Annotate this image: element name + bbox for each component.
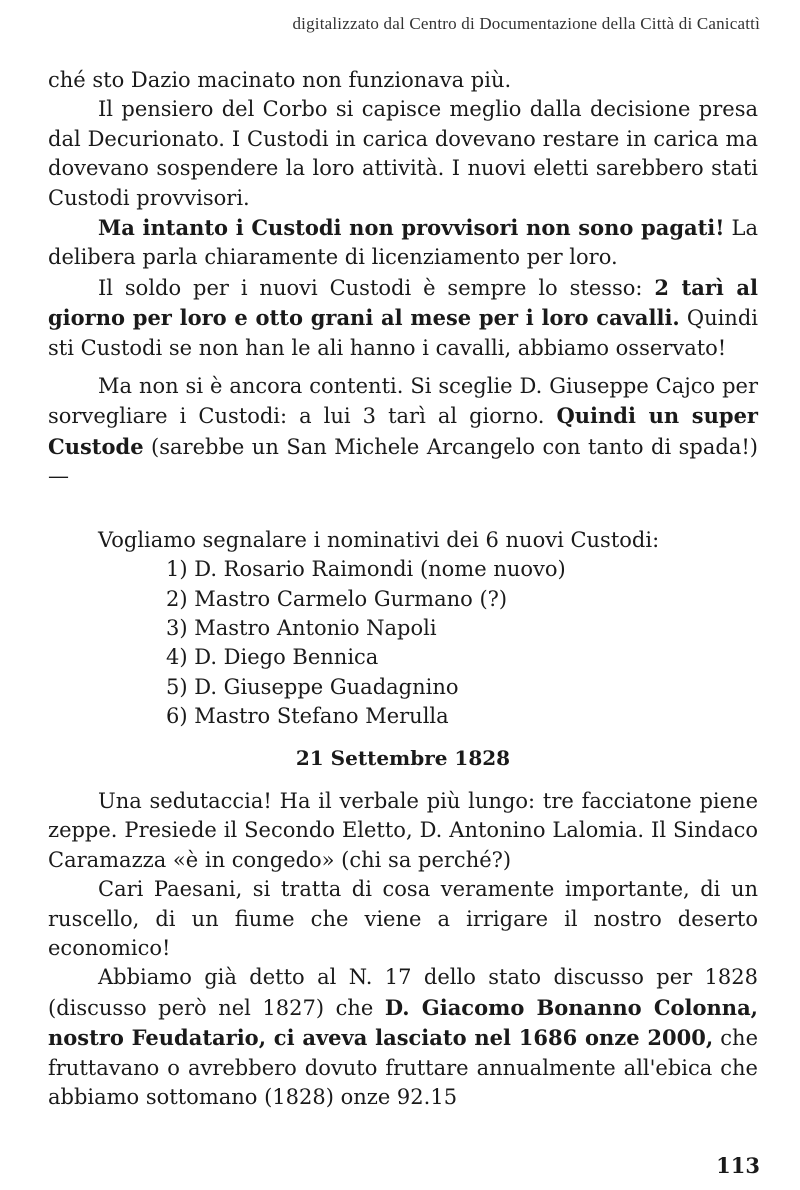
list-item: 3) Mastro Antonio Napoli [166,615,437,640]
paragraph-text: (sarebbe un San Michele Arcangelo con tanto di spada!) — [48,434,758,489]
bold-text: Quindi un super Custode [48,403,758,459]
paragraph: Una sedutaccia! Ha il verbale più lungo: tre facciatone piene zeppe. Presiede il Secondo Eletto, D. Antonino Lalomia. Il Sindaco Caramazza «è in congedo» (chi sa perché?) [48,788,758,872]
bold-text: D. Giacomo Bonanno Colonna, nostro Feudatario, ci aveva lasciato nel 1686 onze 2000, [48,994,758,1051]
list-item: 6) Mastro Stefano Merulla [166,704,449,729]
list-item: 5) D. Giuseppe Guadagnino [166,674,459,699]
page-body [48,66,758,1112]
paragraph [48,963,758,1112]
list-intro: Vogliamo segnalare i nominativi dei 6 nuovi Custodi: [98,527,660,552]
section-heading: 21 Settembre 1828 [295,745,511,770]
page-number: 113 [716,1153,760,1178]
paragraph: Cari Paesani, si tratta di cosa veramente importante, di un ruscello, di un fiume che viene a irrigare il nostro deserto economico! [48,877,758,960]
paragraph-text: che fruttavano o avrebbero dovuto fruttare annualmente all'ebica che abbiamo sottomano (1828) onze 92.15 [48,1026,758,1109]
paragraph-text: Ma non si è ancora contenti. Si sceglie D. Giuseppe Cajco per sorvegliare i Custodi: a lui 3 tarì al giorno. [48,374,758,429]
list-item: 2) Mastro Carmelo Gurmano (?) [166,586,508,611]
digitization-watermark: digitalizzato dal Centro di Documentazione della Città di Canicattì [292,14,760,33]
paragraph-text: Abbiamo già detto al N. 17 dello stato discusso per 1828 (discusso però nel 1827) che [48,965,758,1020]
list-item: 1) D. Rosario Raimondi (nome nuovo) [166,557,566,582]
paragraph-text: Quindi sti Custodi se non han le ali hanno i cavalli, abbiamo osservato! [48,306,758,360]
list-item: 4) D. Diego Bennica [166,645,379,670]
paragraph-text: La delibera parla chiaramente di licenziamento per loro. [48,216,758,270]
paragraph [48,372,758,492]
paragraph: ché sto Dazio macinato non funzionava più. [48,68,512,92]
bold-text: Ma intanto i Custodi non provvisori non sono pagati! [98,215,725,241]
paragraph [48,273,758,363]
paragraph: Il pensiero del Corbo si capisce meglio dalla decisione presa dal Decurionato. I Custodi in carica dovevano restare in carica ma dovevano sospendere la loro attività. I nuovi eletti sarebbero stati Custodi provvisori. [48,97,758,210]
paragraph-text: Il soldo per i nuovi Custodi è sempre lo stesso: [98,275,655,300]
paragraph [48,213,758,273]
custodi-list [166,555,758,731]
bold-text: 2 tarì al giorno per loro e otto grani al mese per i loro cavalli. [48,274,758,331]
